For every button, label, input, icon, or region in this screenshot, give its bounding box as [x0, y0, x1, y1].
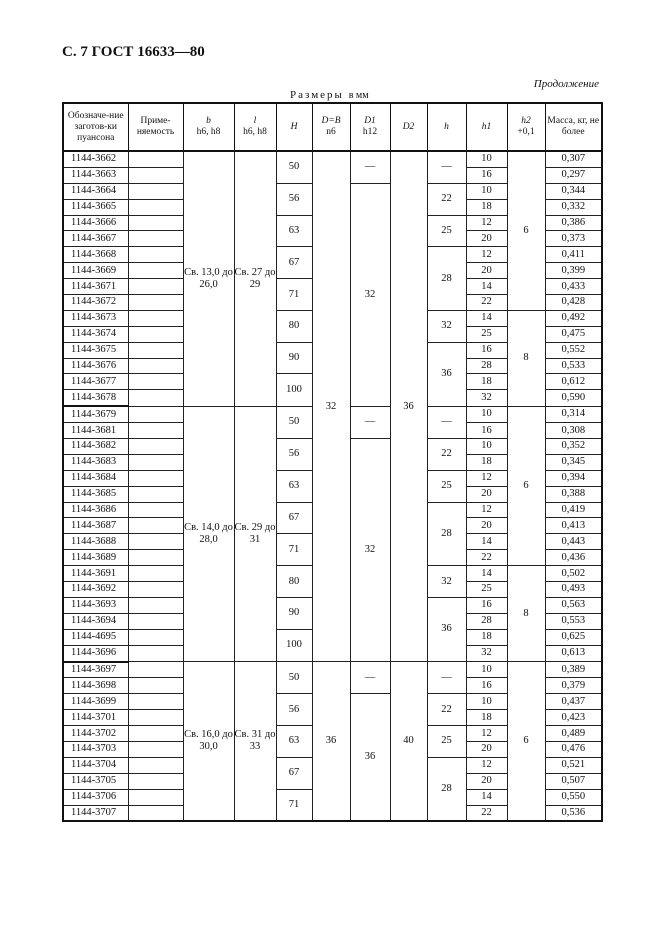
cell-H: 50: [276, 662, 312, 694]
cell-h1: 18: [466, 710, 507, 726]
cell-mass: 0,394: [545, 470, 602, 486]
cell-applicability: [128, 454, 183, 470]
cell-D1: 32: [350, 183, 390, 406]
cell-h1: 18: [466, 629, 507, 645]
cell-mass: 0,436: [545, 550, 602, 566]
cell-applicability: [128, 151, 183, 167]
cell-applicability: [128, 629, 183, 645]
cell-applicability: [128, 390, 183, 406]
cell-mass: 0,419: [545, 502, 602, 518]
cell-D1: —: [350, 662, 390, 694]
cell-applicability: [128, 773, 183, 789]
cell-code: 1144-3666: [63, 215, 128, 231]
cell-h1: 32: [466, 645, 507, 661]
column-header-applicability: Приме-няемость: [128, 103, 183, 151]
cell-D2: 40: [390, 662, 427, 822]
cell-h1: 18: [466, 454, 507, 470]
cell-code: 1144-3682: [63, 439, 128, 455]
cell-H: 71: [276, 789, 312, 821]
units-suffix: в мм: [348, 90, 369, 101]
cell-h1: 18: [466, 374, 507, 390]
cell-H: 71: [276, 534, 312, 566]
cell-code: 1144-3665: [63, 199, 128, 215]
cell-D1: 32: [350, 439, 390, 662]
cell-H: 63: [276, 470, 312, 502]
cell-mass: 0,533: [545, 358, 602, 374]
cell-mass: 0,493: [545, 582, 602, 598]
cell-h2: 6: [507, 406, 545, 565]
cell-applicability: [128, 726, 183, 742]
cell-h1: 12: [466, 757, 507, 773]
cell-H: 100: [276, 374, 312, 406]
cell-l: Св. 29 до 31: [234, 406, 276, 661]
cell-h1: 22: [466, 295, 507, 311]
cell-code: 1144-3671: [63, 279, 128, 295]
cell-applicability: [128, 423, 183, 439]
cell-applicability: [128, 439, 183, 455]
cell-code: 1144-3672: [63, 295, 128, 311]
cell-mass: 0,352: [545, 439, 602, 455]
cell-applicability: [128, 486, 183, 502]
cell-mass: 0,563: [545, 597, 602, 613]
cell-applicability: [128, 167, 183, 183]
column-header-H: H: [276, 103, 312, 151]
column-header-l: l h6, h8: [234, 103, 276, 151]
column-header-mass: Масса, кг, не более: [545, 103, 602, 151]
cell-h1: 10: [466, 183, 507, 199]
cell-h: 36: [427, 342, 466, 406]
cell-mass: 0,612: [545, 374, 602, 390]
cell-h1: 12: [466, 470, 507, 486]
cell-mass: 0,428: [545, 295, 602, 311]
cell-mass: 0,307: [545, 151, 602, 167]
cell-h1: 25: [466, 326, 507, 342]
cell-H: 80: [276, 566, 312, 598]
column-header-h1: h1: [466, 103, 507, 151]
column-header-h2: h2 +0,1: [507, 103, 545, 151]
cell-code: 1144-3663: [63, 167, 128, 183]
cell-h: 28: [427, 757, 466, 821]
column-header-D-B: D=B n6: [312, 103, 350, 151]
cell-code: 1144-3679: [63, 406, 128, 422]
cell-code: 1144-3702: [63, 726, 128, 742]
cell-H: 67: [276, 247, 312, 279]
cell-h: 28: [427, 502, 466, 566]
cell-code: 1144-3675: [63, 342, 128, 358]
cell-mass: 0,411: [545, 247, 602, 263]
cell-code: 1144-3686: [63, 502, 128, 518]
cell-code: 1144-3669: [63, 263, 128, 279]
dimensions-table: [62, 102, 603, 822]
cell-D1: —: [350, 151, 390, 183]
cell-h1: 28: [466, 613, 507, 629]
cell-code: 1144-3696: [63, 645, 128, 661]
cell-h1: 20: [466, 231, 507, 247]
column-header-D1: D1 h12: [350, 103, 390, 151]
cell-mass: 0,521: [545, 757, 602, 773]
cell-applicability: [128, 342, 183, 358]
cell-l: Св. 31 до 33: [234, 662, 276, 822]
cell-mass: 0,552: [545, 342, 602, 358]
cell-applicability: [128, 279, 183, 295]
column-header-h: h: [427, 103, 466, 151]
cell-mass: 0,308: [545, 423, 602, 439]
cell-h: —: [427, 406, 466, 438]
cell-applicability: [128, 678, 183, 694]
cell-h: 25: [427, 726, 466, 758]
cell-code: 1144-3664: [63, 183, 128, 199]
cell-applicability: [128, 518, 183, 534]
cell-l: Св. 27 до 29: [234, 151, 276, 406]
cell-mass: 0,433: [545, 279, 602, 295]
cell-h1: 12: [466, 215, 507, 231]
cell-h: 36: [427, 597, 466, 661]
cell-code: 1144-3704: [63, 757, 128, 773]
cell-h1: 14: [466, 534, 507, 550]
cell-applicability: [128, 694, 183, 710]
cell-applicability: [128, 502, 183, 518]
cell-h1: 12: [466, 247, 507, 263]
cell-mass: 0,345: [545, 454, 602, 470]
cell-h: 22: [427, 183, 466, 215]
cell-h1: 16: [466, 678, 507, 694]
cell-h: —: [427, 662, 466, 694]
cell-code: 1144-3674: [63, 326, 128, 342]
header-row: [63, 103, 602, 151]
cell-code: 1144-3683: [63, 454, 128, 470]
cell-code: 1144-3692: [63, 582, 128, 598]
cell-applicability: [128, 741, 183, 757]
cell-mass: 0,625: [545, 629, 602, 645]
cell-h1: 25: [466, 582, 507, 598]
cell-mass: 0,475: [545, 326, 602, 342]
units-label: Размеры: [290, 89, 344, 101]
cell-code: 1144-3673: [63, 310, 128, 326]
cell-h1: 14: [466, 566, 507, 582]
cell-mass: 0,502: [545, 566, 602, 582]
cell-h2: 8: [507, 310, 545, 406]
cell-H: 90: [276, 597, 312, 629]
cell-code: 1144-3681: [63, 423, 128, 439]
cell-mass: 0,413: [545, 518, 602, 534]
cell-applicability: [128, 406, 183, 422]
cell-applicability: [128, 295, 183, 311]
cell-code: 1144-3705: [63, 773, 128, 789]
cell-mass: 0,297: [545, 167, 602, 183]
cell-applicability: [128, 215, 183, 231]
cell-D-B: 32: [312, 151, 350, 662]
cell-H: 90: [276, 342, 312, 374]
cell-applicability: [128, 534, 183, 550]
cell-applicability: [128, 231, 183, 247]
cell-h2: 8: [507, 566, 545, 662]
cell-code: 1144-3676: [63, 358, 128, 374]
cell-code: 1144-3678: [63, 390, 128, 406]
cell-b: Св. 16,0 до 30,0: [183, 662, 234, 822]
cell-h1: 10: [466, 662, 507, 678]
cell-h1: 14: [466, 279, 507, 295]
cell-h1: 10: [466, 406, 507, 422]
cell-D1: —: [350, 406, 390, 438]
cell-H: 56: [276, 694, 312, 726]
cell-mass: 0,389: [545, 662, 602, 678]
cell-code: 1144-3685: [63, 486, 128, 502]
cell-h: 22: [427, 439, 466, 471]
cell-D1: 36: [350, 694, 390, 822]
cell-code: 1144-4695: [63, 629, 128, 645]
cell-applicability: [128, 358, 183, 374]
cell-H: 71: [276, 279, 312, 311]
cell-h1: 14: [466, 789, 507, 805]
cell-h1: 28: [466, 358, 507, 374]
cell-H: 67: [276, 502, 312, 534]
column-header-code: Обозначе-ние заготов-ки пуансона: [63, 103, 128, 151]
cell-H: 63: [276, 726, 312, 758]
cell-h: 32: [427, 310, 466, 342]
cell-mass: 0,332: [545, 199, 602, 215]
cell-mass: 0,553: [545, 613, 602, 629]
cell-applicability: [128, 247, 183, 263]
column-header-b: b h6, h8: [183, 103, 234, 151]
cell-code: 1144-3691: [63, 566, 128, 582]
cell-applicability: [128, 582, 183, 598]
cell-code: 1144-3688: [63, 534, 128, 550]
cell-h: 28: [427, 247, 466, 311]
cell-h1: 20: [466, 263, 507, 279]
cell-h1: 16: [466, 167, 507, 183]
cell-h1: 12: [466, 502, 507, 518]
cell-H: 80: [276, 310, 312, 342]
cell-code: 1144-3668: [63, 247, 128, 263]
cell-h1: 18: [466, 199, 507, 215]
table-row: [63, 151, 602, 167]
cell-H: 56: [276, 439, 312, 471]
cell-h1: 22: [466, 550, 507, 566]
cell-h: 32: [427, 566, 466, 598]
cell-h1: 32: [466, 390, 507, 406]
cell-code: 1144-3694: [63, 613, 128, 629]
cell-mass: 0,489: [545, 726, 602, 742]
page-header: С. 7 ГОСТ 16633—80: [62, 44, 205, 60]
cell-mass: 0,590: [545, 390, 602, 406]
cell-h1: 20: [466, 741, 507, 757]
cell-applicability: [128, 199, 183, 215]
cell-h: —: [427, 151, 466, 183]
cell-h1: 22: [466, 805, 507, 821]
cell-mass: 0,507: [545, 773, 602, 789]
cell-b: Св. 14,0 до 28,0: [183, 406, 234, 661]
cell-mass: 0,344: [545, 183, 602, 199]
cell-H: 100: [276, 629, 312, 661]
cell-mass: 0,437: [545, 694, 602, 710]
cell-applicability: [128, 263, 183, 279]
cell-mass: 0,386: [545, 215, 602, 231]
cell-h1: 16: [466, 597, 507, 613]
cell-b: Св. 13,0 до 26,0: [183, 151, 234, 406]
cell-applicability: [128, 374, 183, 390]
cell-H: 67: [276, 757, 312, 789]
cell-mass: 0,613: [545, 645, 602, 661]
cell-applicability: [128, 326, 183, 342]
cell-h1: 12: [466, 726, 507, 742]
cell-h: 22: [427, 694, 466, 726]
cell-applicability: [128, 710, 183, 726]
cell-h: 25: [427, 215, 466, 247]
cell-h1: 10: [466, 439, 507, 455]
cell-applicability: [128, 566, 183, 582]
cell-applicability: [128, 550, 183, 566]
cell-mass: 0,536: [545, 805, 602, 821]
cell-code: 1144-3693: [63, 597, 128, 613]
cell-code: 1144-3687: [63, 518, 128, 534]
cell-mass: 0,388: [545, 486, 602, 502]
cell-h: 25: [427, 470, 466, 502]
cell-applicability: [128, 805, 183, 821]
cell-code: 1144-3662: [63, 151, 128, 167]
cell-mass: 0,373: [545, 231, 602, 247]
cell-h1: 10: [466, 694, 507, 710]
cell-mass: 0,314: [545, 406, 602, 422]
cell-D-B: 36: [312, 662, 350, 822]
cell-applicability: [128, 662, 183, 678]
cell-applicability: [128, 183, 183, 199]
cell-mass: 0,550: [545, 789, 602, 805]
cell-applicability: [128, 757, 183, 773]
cell-applicability: [128, 470, 183, 486]
cell-h1: 16: [466, 342, 507, 358]
cell-mass: 0,423: [545, 710, 602, 726]
cell-H: 50: [276, 406, 312, 438]
cell-code: 1144-3677: [63, 374, 128, 390]
cell-mass: 0,443: [545, 534, 602, 550]
cell-mass: 0,399: [545, 263, 602, 279]
cell-code: 1144-3667: [63, 231, 128, 247]
cell-code: 1144-3698: [63, 678, 128, 694]
cell-applicability: [128, 310, 183, 326]
units-caption: [290, 89, 369, 101]
cell-h2: 6: [507, 151, 545, 310]
cell-h1: 20: [466, 486, 507, 502]
cell-h1: 20: [466, 518, 507, 534]
cell-H: 56: [276, 183, 312, 215]
cell-mass: 0,492: [545, 310, 602, 326]
cell-mass: 0,476: [545, 741, 602, 757]
column-header-D2: D2: [390, 103, 427, 151]
table-row: [63, 662, 602, 678]
cell-code: 1144-3707: [63, 805, 128, 821]
cell-h1: 14: [466, 310, 507, 326]
cell-applicability: [128, 597, 183, 613]
cell-code: 1144-3703: [63, 741, 128, 757]
cell-code: 1144-3697: [63, 662, 128, 678]
cell-h1: 16: [466, 423, 507, 439]
cell-code: 1144-3706: [63, 789, 128, 805]
cell-D2: 36: [390, 151, 427, 662]
cell-H: 50: [276, 151, 312, 183]
cell-applicability: [128, 645, 183, 661]
cell-h2: 6: [507, 662, 545, 822]
cell-code: 1144-3689: [63, 550, 128, 566]
cell-applicability: [128, 789, 183, 805]
cell-h1: 10: [466, 151, 507, 167]
cell-code: 1144-3699: [63, 694, 128, 710]
cell-applicability: [128, 613, 183, 629]
cell-mass: 0,379: [545, 678, 602, 694]
continuation-label: Продолжение: [533, 78, 599, 90]
cell-code: 1144-3684: [63, 470, 128, 486]
cell-code: 1144-3701: [63, 710, 128, 726]
cell-h1: 20: [466, 773, 507, 789]
cell-H: 63: [276, 215, 312, 247]
